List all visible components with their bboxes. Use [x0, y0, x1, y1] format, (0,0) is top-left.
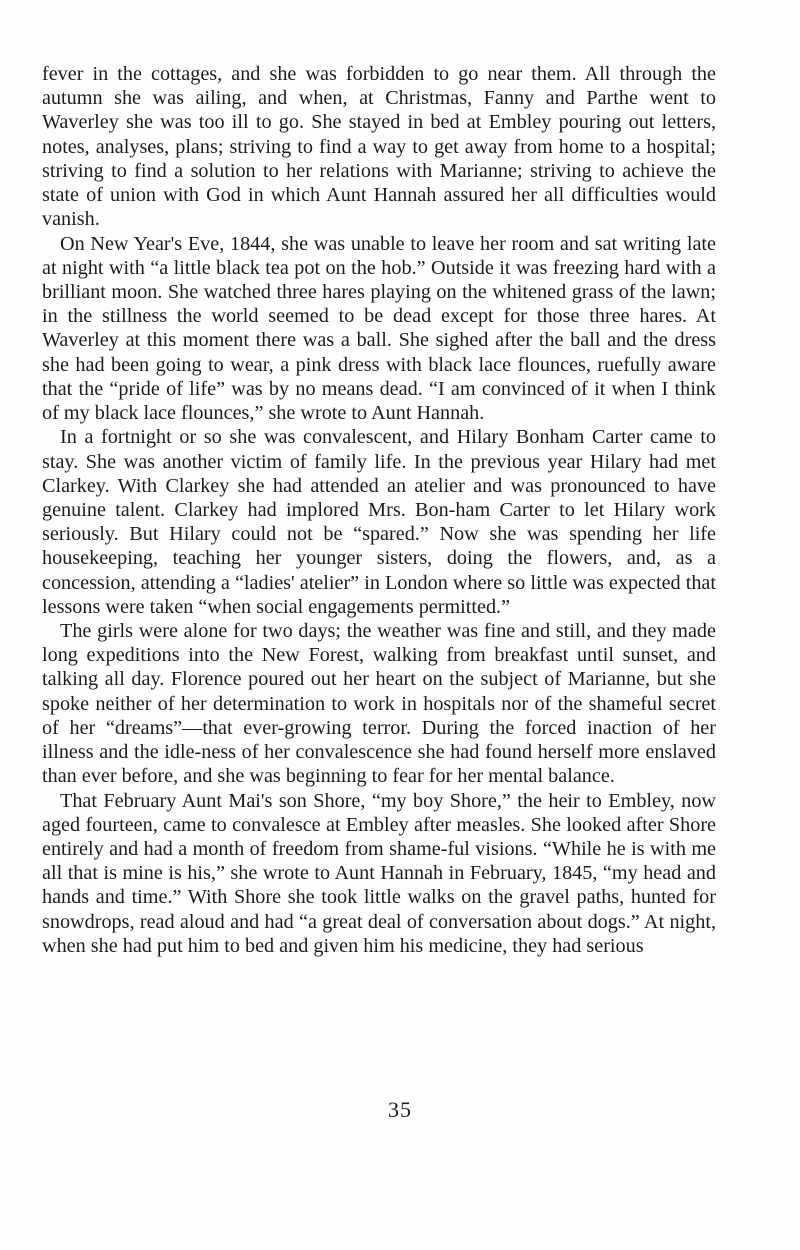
paragraph: On New Year's Eve, 1844, she was unable to leave her room and sat writing late at night with “a little black tea pot on the hob.” Outside it was freezing hard with a brilliant moon. She watched three hares playing on the whitened grass of the lawn; in the stillness the world seemed to be dead except for those three hares. At Waverley at this moment there was a ball. She sighed after the ball and the dress she had been going to wear, a pink dress with black lace flounces, ruefully aware that the “pride of life” was by no means dead. “I am convinced of it when I think of my black lace flounces,” she wrote to Aunt Hannah. — [42, 232, 716, 425]
paragraph: fever in the cottages, and she was forbidden to go near them. All through the autumn she was ailing, and when, at Christmas, Fanny and Parthe went to Waverley she was too ill to go. She stayed in bed at Embley pouring out letters, notes, analyses, plans; striving to find a way to get away from home to a hospital; striving to find a solution to her relations with Marianne; striving to achieve the state of union with God in which Aunt Hannah assured her all difficulties would vanish. — [42, 63, 716, 231]
paragraph: In a fortnight or so she was convalescent, and Hilary Bonham Carter came to stay. She was another victim of family life. In the previous year Hilary had met Clarkey. With Clarkey she had attended an atelier and was pronounced to have genuine talent. Clarkey had implored Mrs. Bon-ham Carter to let Hilary work seriously. But Hilary could not be “spared.” Now she was spending her life housekeeping, teaching her younger sisters, doing the flowers, and, as a concession, attending a “ladies' atelier” in London where so little was expected that lessons were taken “when social engagements permitted.” — [42, 426, 716, 618]
paragraph: The girls were alone for two days; the weather was fine and still, and they made long expeditions into the New Forest, walking from breakfast until sunset, and talking all day. Florence poured out her heart on the subject of Marianne, but she spoke neither of her determination to work in hospitals nor of the shameful secret of her “dreams”—that ever-growing terror. During the forced inaction of her illness and the idle-ness of her convalescence she had found herself more enslaved than ever before, and she was beginning to fear for her mental balance. — [42, 620, 716, 788]
paragraph: That February Aunt Mai's son Shore, “my boy Shore,” the heir to Embley, now aged fourteen, came to convalesce at Embley after measles. She looked after Shore entirely and had a month of freedom from shame-ful visions. “While he is with me all that is mine is his,” she wrote to Aunt Hannah in February, 1845, “my head and hands and time.” With Shore she took little walks on the gravel paths, hunted for snowdrops, read aloud and had “a great deal of conversation about dogs.” At night, when she had put him to bed and given him his medicine, they had serious — [42, 789, 716, 957]
page-number: 35 — [388, 1097, 412, 1122]
book-page — [42, 62, 716, 958]
